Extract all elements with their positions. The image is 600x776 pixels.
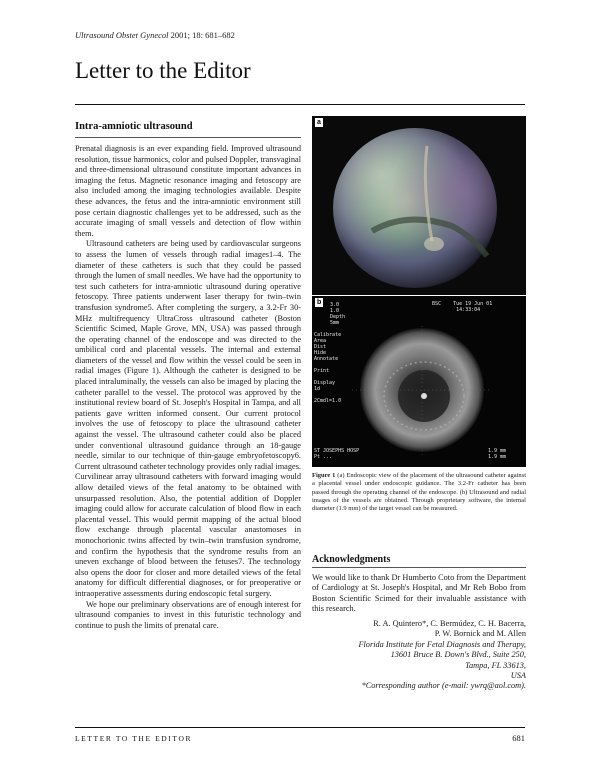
corresponding-author: *Corresponding author (e-mail: ywrq@aol.com).	[361, 681, 526, 691]
author-signature	[312, 619, 526, 692]
body-paragraph-2: Ultrasound catheters are being used by cardiovascular surgeons to assess the lumen of vessels through radial images1–4. The diameter of these catheters is such that they could be passed through the lumen of small needles. We have had the opportunity to test such catheters for intra-amniotic ultrasound during operative fetoscopy. Three patients underwent laser therapy for twin–twin transfusion syndrome5. After completing the surgery, a 3.2-Fr 30-MHz multifrequency UltraCross ultrasound catheter (Boston Scientific Scimed, Maple Grove, MN, USA) was passed through the operating channel of the endoscope and was directed to the umbilical cord and placental vessels. The internal and external diameters of the vessel and flow within the vessel could be seen in radial images (Figure 1). Although the catheter is designed to be placed intraluminally, the vessels can also be imaged by placing the catheter parallel to the vessel. The protocol was approved by the institutional review board of St. Joseph's Hospital in Tampa, and all patients gave written informed consent. Our current protocol involves the use of fetoscopy to place the ultrasound catheter against the vessel. The ultrasound catheter could also be placed under conventional ultrasound guidance through an 18-gauge needle, similar to our technique of thin-gauge embryofetoscopy6. Current ultrasound catheter technology provides only radial images. Curvilinear array ultrasound catheters with forward imaging would allow detailed views of the fetal anatomy to be obtained with unsurpassed resolution. Also, the potential addition of Doppler imaging could allow for accurate calculation of blood flow in each placental vessel. This would permit mapping of the actual blood flow exchange through placental vascular anastomoses in monochorionic twins affected by twin–twin transfusion syndrome, and confirm the hypothesis that the syndrome results from an uneven exchange of blood between the fetuses7. The technology also opens the door for closer and more detailed views of the fetal anatomy for difficult differential diagnoses, or for preoperative or intraoperative assessments during endoscopic fetal surgery.	[75, 239, 301, 598]
body-paragraph-1: Prenatal diagnosis is an ever expanding field. Improved ultrasound resolution, tissue harmonics, color and pulsed Doppler, transvaginal and three-dimensional ultrasound constitute important advances in imaging the fetus. Magnetic resonance imaging and fetoscopy are also included among the imaging technologies available. Despite these advances, the fetus and the intra-amniotic environment still pose certain diagnostic challenges yet to be addressed, such as the accurate imaging of small vessels and detection of flow within them.	[75, 144, 301, 238]
section-rule	[75, 137, 301, 138]
title-rule	[75, 104, 525, 105]
us-readout-measure: 1.9 mm 1.9 mm	[488, 448, 507, 460]
footer-rule	[75, 727, 525, 728]
institution: Florida Institute for Fetal Diagnosis and Therapy,	[358, 639, 526, 649]
us-readout-depth: 3.0 1.0 Depth 5mm	[330, 302, 346, 326]
address-line-1: 13601 Bruce B. Down's Blvd., Suite 250,	[390, 650, 526, 660]
panel-a-label: a	[317, 119, 321, 126]
page-number: 681	[512, 733, 525, 743]
caption-label: Figure 1	[312, 472, 336, 479]
acknowledgments-text: We would like to thank Dr Humberto Coto from the Department of Cardiology at St. Joseph's Hospital, and Mr Reb Bobo from Boston Scientific Scimed for their invaluable assistance with this research.	[312, 573, 526, 614]
authors-line-2: P. W. Bornick and M. Allen	[434, 629, 526, 639]
journal-name: Ultrasound Obstet Gynecol	[75, 30, 169, 40]
section-title: Intra-amniotic ultrasound	[75, 121, 193, 132]
running-head	[75, 30, 235, 40]
figure-caption	[312, 472, 526, 513]
authors-line-1: R. A. Quintero*, C. Bermúdez, C. H. Bacerra,	[373, 619, 526, 628]
us-readout-menu: Calibrate Area Dist Hide Annotate Print Display 1d 2Cmdl=1.0	[314, 332, 342, 404]
figure-panel-b-ultrasound-image	[312, 296, 526, 467]
journal-citation: 2001; 18: 681–682	[170, 30, 235, 40]
body-paragraph-3: We hope our preliminary observations are of enough interest for ultrasound companies to invest in this futuristic technology and continue to push the limits of prenatal care.	[75, 599, 301, 630]
page-title: Letter to the Editor	[75, 58, 251, 83]
panel-b-label: b	[317, 299, 322, 306]
us-readout-hospital: ST JOSEPHS HOSP Pt ...	[314, 448, 360, 460]
endoscopic-view-graphic	[312, 116, 526, 295]
footer-section-label: LETTER TO THE EDITOR	[75, 734, 193, 743]
acknowledgments-title: Acknowledgments	[312, 554, 391, 565]
country: USA	[510, 671, 526, 681]
acknowledgments-rule	[312, 567, 526, 568]
address-line-2: Tampa, FL 33613,	[465, 660, 526, 670]
us-readout-datetime: BSC Tue 19 Jun 01 14:33:04	[432, 301, 493, 313]
body-text	[75, 144, 301, 631]
caption-text: (a) Endoscopic view of the placement of the ultrasound catheter against a placental vessel under endoscopic guidance. The 3.2-Fr catheter has been passed through the operating channel of the endoscope. (b) Ultrasound and radial images of the vessels are obtained. Through proprietary software, the internal diameter (1.9 mm) of the target vessel can be measured.	[312, 472, 527, 513]
figure-panel-a-endoscopic-image	[312, 116, 526, 295]
